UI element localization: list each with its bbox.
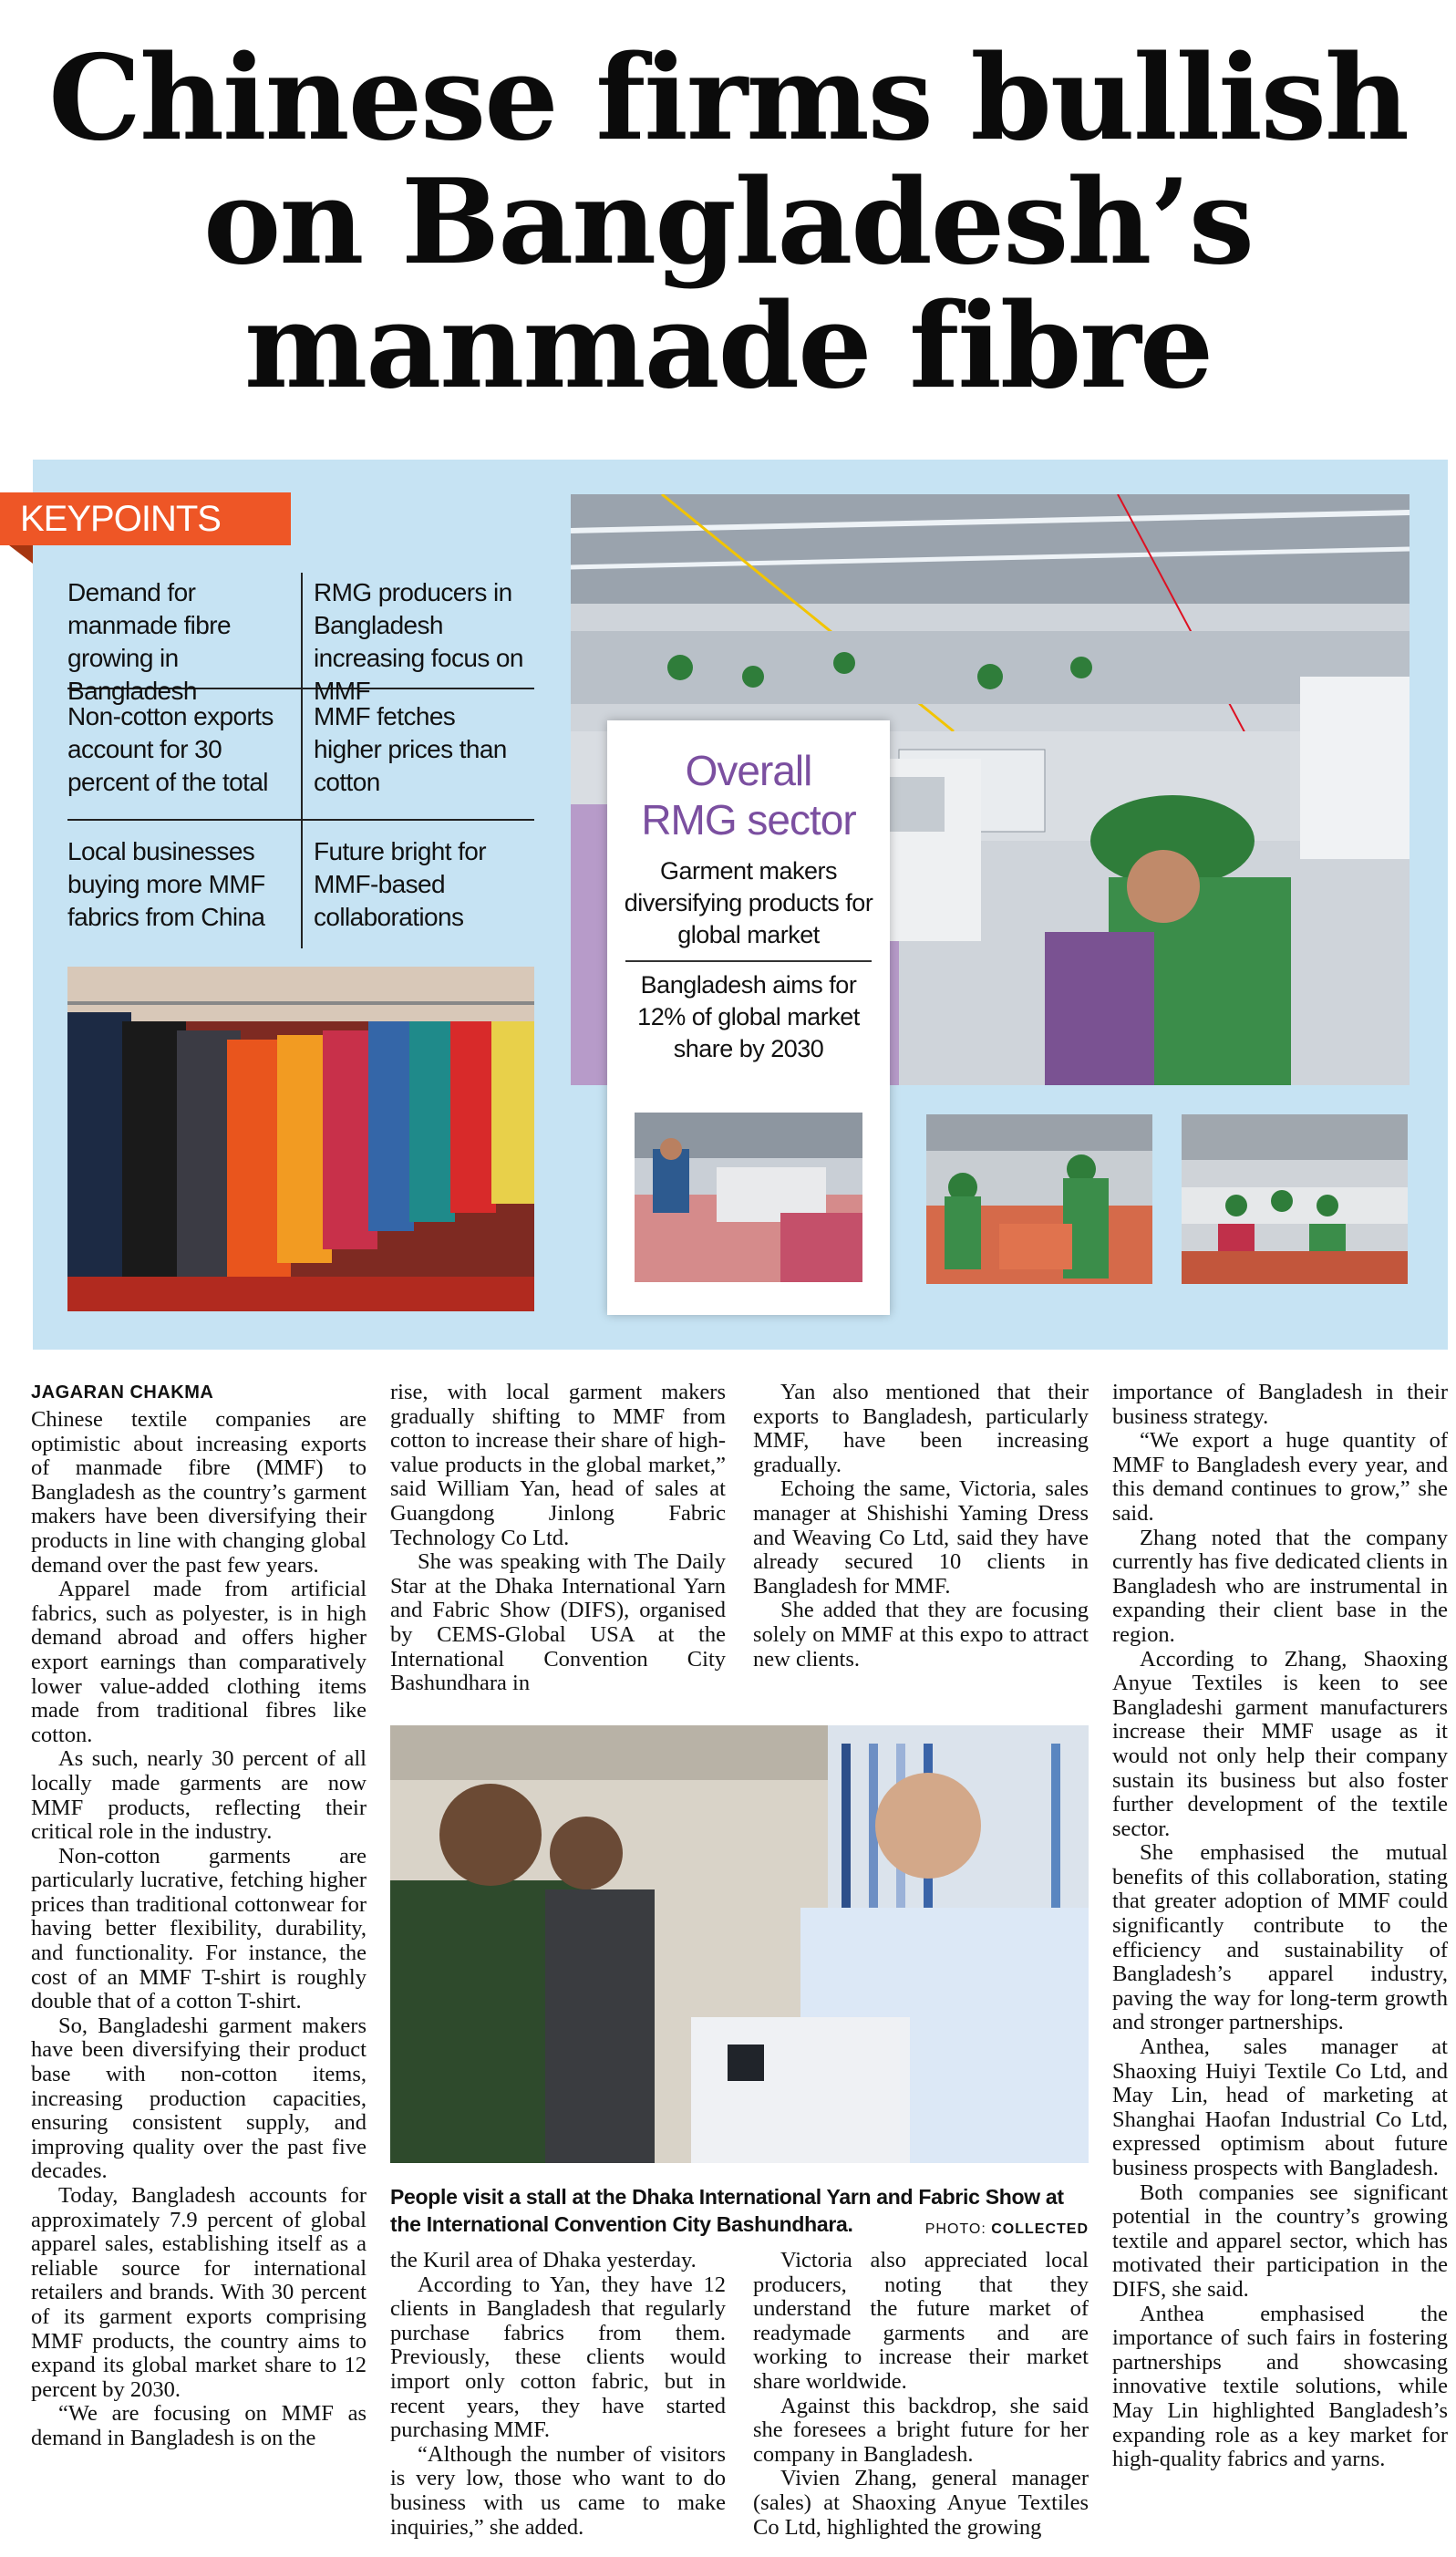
keypoints-tab-fold bbox=[9, 545, 33, 564]
article-column-4 bbox=[1112, 1381, 1448, 2472]
rmg-title-line-2: RMG sector bbox=[641, 796, 856, 844]
article-paragraph: Chinese textile companies are optimistic about increasing exports of manmade fibre (MMF) to Bangladesh as the country’s garment makers have been diversifying their products in line with changing global demand over the past few years. bbox=[31, 1407, 367, 1578]
photo-credit-prefix: PHOTO: bbox=[924, 2221, 986, 2237]
article-paragraph: the Kuril area of Dhaka yesterday. bbox=[390, 2248, 697, 2272]
article-paragraph: Both companies see significant potential in the country’s growing textile and apparel sector, which has motivated their participation in the DIFS, she said. bbox=[1112, 2179, 1448, 2302]
article-paragraph: She emphasised the mutual benefits of this collaboration, stating that greater adoption of MMF could significantly contribute to the efficiency and sustainability of Bangladesh’s apparel industry, paving the way for long-term growth and stronger partnerships. bbox=[1112, 1840, 1448, 2035]
article-column-1 bbox=[31, 1381, 367, 2451]
article-column-2-bottom bbox=[390, 2249, 726, 2540]
article-paragraph: Today, Bangladesh accounts for approximately 7.9 percent of global apparel sales, establishing itself as a reliable source for international retailers and brands. With 30 percent of its garment exports comprising MMF products, the country aims to expand its global market share to 12 percent by 2030. bbox=[31, 2183, 367, 2402]
article-column-3-top bbox=[753, 1381, 1089, 1672]
photo-caption bbox=[390, 2183, 1089, 2243]
article-paragraph: Victoria also appreciated local producers, noting that they understand the future market of readymade garments and are working to increase their market share worldwide. bbox=[753, 2248, 1089, 2394]
article-paragraph: According to Zhang, Shaoxing Anyue Textiles is keen to see Bangladeshi garment manufacturers increase their MMF usage as it would not only help their company sustain its business but also foster further development of the textile sector. bbox=[1112, 1646, 1448, 1841]
rmg-sector-text-1: Garment makers diversifying products for global market bbox=[624, 857, 873, 948]
headline bbox=[0, 30, 1456, 429]
article-paragraph: Anthea, sales manager at Shaoxing Huiyi Textile Co Ltd, and May Lin, head of marketing at Shanghai Haofan Industrial Co Ltd, expressed optimism about future business prospects with Bangladesh. bbox=[1112, 2034, 1448, 2180]
article-paragraph: Yan also mentioned that their exports to Bangladesh, particularly MMF, have been increasing gradually. bbox=[753, 1380, 1089, 1477]
keypoints-grid bbox=[67, 573, 534, 948]
garment-workers-photo-1 bbox=[635, 1113, 862, 1282]
garment-workers-photo-2 bbox=[926, 1114, 1152, 1284]
article-paragraph: Anthea emphasised the importance of such fairs in fostering partnerships and showcasing innovative textile solutions, while May Lin highlighted Bangladesh’s expanding role as a key market for high-quality fabrics and yarns. bbox=[1112, 2301, 1448, 2472]
article-paragraph: importance of Bangladesh in their business strategy. bbox=[1112, 1380, 1448, 1429]
article-paragraph: Against this backdrop, she said she foresees a bright future for her company in Bangladesh. bbox=[753, 2393, 1089, 2467]
keypoint-item: Future bright for MMF-based collaborations bbox=[301, 821, 534, 948]
keypoint-item: Demand for manmade fibre growing in Bangladesh bbox=[67, 573, 301, 689]
photo-credit bbox=[925, 2216, 1089, 2243]
article-paragraph: “We are focusing on MMF as demand in Bangladesh is on the bbox=[31, 2401, 367, 2450]
rmg-title-line-1: Overall bbox=[685, 747, 812, 794]
article-paragraph: As such, nearly 30 percent of all locally made garments are now MMF products, reflecting their critical role in the industry. bbox=[31, 1746, 367, 1845]
jackets-rack-photo bbox=[67, 967, 534, 1311]
article-paragraph: According to Yan, they have 12 clients in Bangladesh that regularly purchase fabrics from them. Previously, these clients would import only cotton fabric, but in recent years, they have started purchasing MMF. bbox=[390, 2272, 726, 2443]
article-paragraph: Vivien Zhang, general manager (sales) at Shaoxing Anyue Textiles Co Ltd, highlighted the growing bbox=[753, 2466, 1089, 2540]
headline-line-3: manmade fibre bbox=[243, 278, 1213, 415]
byline: JAGARAN CHAKMA bbox=[31, 1382, 214, 1403]
article-paragraph: So, Bangladeshi garment makers have been diversifying their product base with non-cotton items, increasing production capacities, ensuring consistent supply, and improving quality over the past five decades. bbox=[31, 2013, 367, 2184]
article-paragraph: She added that they are focusing solely on MMF at this expo to attract new clients. bbox=[753, 1598, 1089, 1672]
keypoint-item: MMF fetches higher prices than cotton bbox=[301, 689, 534, 821]
article-paragraph: Non-cotton garments are particularly lucrative, fetching higher prices than traditional cottonwear for having better flexibility, durability, and functionality. For instance, the cost of an MMF T-shirt is roughly double that of a cotton T-shirt. bbox=[31, 1843, 367, 2014]
rmg-sector-title bbox=[607, 746, 890, 844]
keypoint-item: Local businesses buying more MMF fabrics from China bbox=[67, 837, 265, 931]
garment-workers-photo-3 bbox=[1182, 1114, 1408, 1284]
keypoints-tab: KEYPOINTS bbox=[0, 492, 291, 545]
fabric-show-stall-photo bbox=[390, 1725, 1089, 2163]
article-paragraph: Apparel made from artificial fabrics, such as polyester, is in high demand abroad and offers higher export earnings than comparatively lower value-added clothing items made from traditional fibres like cotton. bbox=[31, 1577, 367, 1747]
article-paragraph: “We export a huge quantity of MMF to Bangladesh every year, and this demand continues to grow,” she said. bbox=[1112, 1428, 1448, 1526]
article-paragraph: Zhang noted that the company currently has five dedicated clients in Bangladesh who are instrumental in expanding their client base in the region. bbox=[1112, 1525, 1448, 1647]
headline-line-2: on Bangladesh’s bbox=[203, 154, 1253, 291]
article-column-2-top bbox=[390, 1381, 726, 1696]
headline-line-1: Chinese firms bullish bbox=[48, 30, 1408, 167]
article-paragraph: “Although the number of visitors is very low, those who want to do business with us came to make inquiries,” she added. bbox=[390, 2441, 726, 2540]
keypoint-item: RMG producers in Bangladesh increasing focus on MMF bbox=[301, 573, 534, 689]
caption-text: People visit a stall at the Dhaka International Yarn and Fabric Show at the International Convention City Bashundhara. bbox=[390, 2185, 1064, 2236]
rmg-sector-box bbox=[607, 720, 890, 1315]
photo-credit-name: COLLECTED bbox=[991, 2221, 1089, 2237]
article-paragraph: She was speaking with The Daily Star at the Dhaka International Yarn and Fabric Show (DIFS), organised by CEMS-Global USA at the International Convention City Bashundhara in bbox=[390, 1549, 726, 1696]
rmg-divider bbox=[625, 960, 872, 962]
article-paragraph: rise, with local garment makers gradually shifting to MMF from cotton to increase their share of high-value products in the global market,” said William Yan, head of sales at Guangdong Jinlong Fabric Technology Co Ltd. bbox=[390, 1380, 726, 1550]
keypoint-item: Non-cotton exports account for 30 percent of the total bbox=[67, 689, 301, 821]
article-paragraph: Echoing the same, Victoria, sales manager at Shishishi Yaming Dress and Weaving Co Ltd, said they have already secured 10 clients in Bangladesh for MMF. bbox=[753, 1476, 1089, 1599]
article-column-3-bottom bbox=[753, 2249, 1089, 2540]
rmg-sector-text-2: Bangladesh aims for 12% of global market share by 2030 bbox=[637, 971, 860, 1062]
